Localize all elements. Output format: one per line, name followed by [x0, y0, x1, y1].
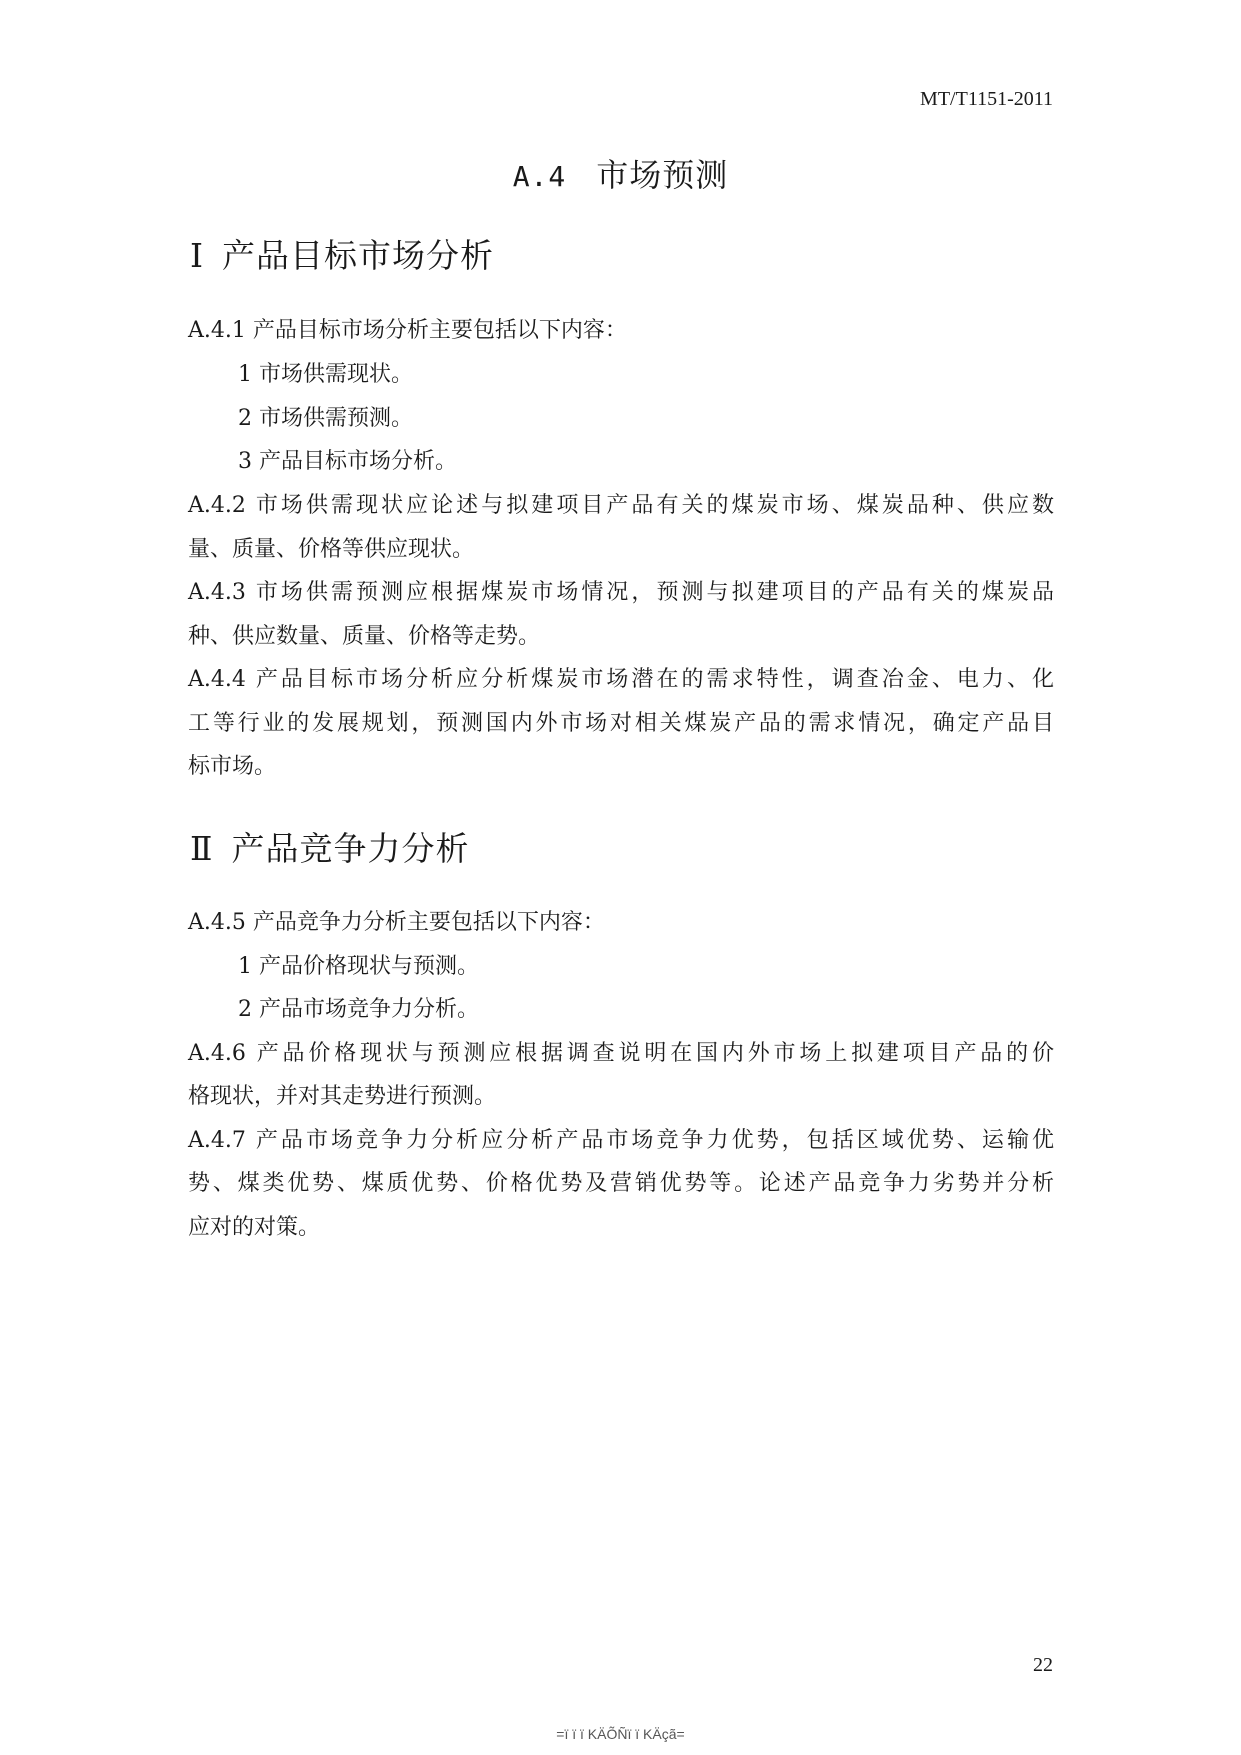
list-item: 1 产品价格现状与预测。	[238, 954, 479, 979]
page-number: 22	[1033, 1654, 1053, 1676]
section-title-text: 市场预测	[596, 156, 729, 194]
document-code: MT/T1151-2011	[920, 88, 1053, 110]
clause-a-4-2-line-2: 量、质量、价格等供应现状。	[188, 537, 475, 562]
clause-a-4-3-line-1: A.4.3 市场供需预测应根据煤炭市场情况，预测与拟建项目的产品有关的煤炭品	[188, 580, 1054, 605]
footer-watermark: =ï ï ï KÄÕÑï ï KÄçã=	[556, 1726, 685, 1742]
clause-a-4-7-line-3: 应对的对策。	[188, 1215, 321, 1240]
part-1-heading	[190, 230, 494, 277]
clause-a-4-6-line-1: A.4.6 产品价格现状与预测应根据调查说明在国内外市场上拟建项目产品的价	[188, 1041, 1054, 1066]
clause-a-4-4-line-3: 标市场。	[188, 754, 277, 779]
part-2-roman-numeral: Ⅱ	[190, 832, 214, 868]
clause-a-4-2-line-1: A.4.2 市场供需现状应论述与拟建项目产品有关的煤炭市场、煤炭品种、供应数	[188, 493, 1054, 518]
part-2-heading	[190, 823, 469, 870]
list-item: 2 市场供需预测。	[238, 406, 413, 431]
clause-a-4-5: A.4.5 产品竞争力分析主要包括以下内容：	[188, 910, 605, 935]
clause-a-4-1: A.4.1 产品目标市场分析主要包括以下内容：	[188, 318, 627, 343]
part-1-title: 产品目标市场分析	[222, 236, 495, 275]
clause-a-4-4-line-1: A.4.4 产品目标市场分析应分析煤炭市场潜在的需求特性，调查冶金、电力、化	[188, 667, 1054, 692]
list-item: 3 产品目标市场分析。	[238, 449, 457, 474]
clause-a-4-7-line-1: A.4.7 产品市场竞争力分析应分析产品市场竞争力优势，包括区域优势、运输优	[188, 1128, 1054, 1153]
clause-a-4-6-line-2: 格现状，并对其走势进行预测。	[188, 1084, 497, 1109]
section-number: A.4	[512, 160, 567, 193]
list-item: 1 市场供需现状。	[238, 362, 413, 387]
clause-a-4-4-line-2: 工等行业的发展规划，预测国内外市场对相关煤炭产品的需求情况，确定产品目	[188, 711, 1054, 736]
section-title	[0, 150, 1241, 196]
list-item: 2 产品市场竞争力分析。	[238, 997, 479, 1022]
part-1-roman-numeral: Ⅰ	[190, 239, 205, 275]
part-2-title: 产品竞争力分析	[231, 829, 470, 868]
clause-a-4-3-line-2: 种、供应数量、质量、价格等走势。	[188, 624, 541, 649]
clause-a-4-7-line-2: 势、煤类优势、煤质优势、价格优势及营销优势等。论述产品竞争力劣势并分析	[188, 1171, 1054, 1196]
